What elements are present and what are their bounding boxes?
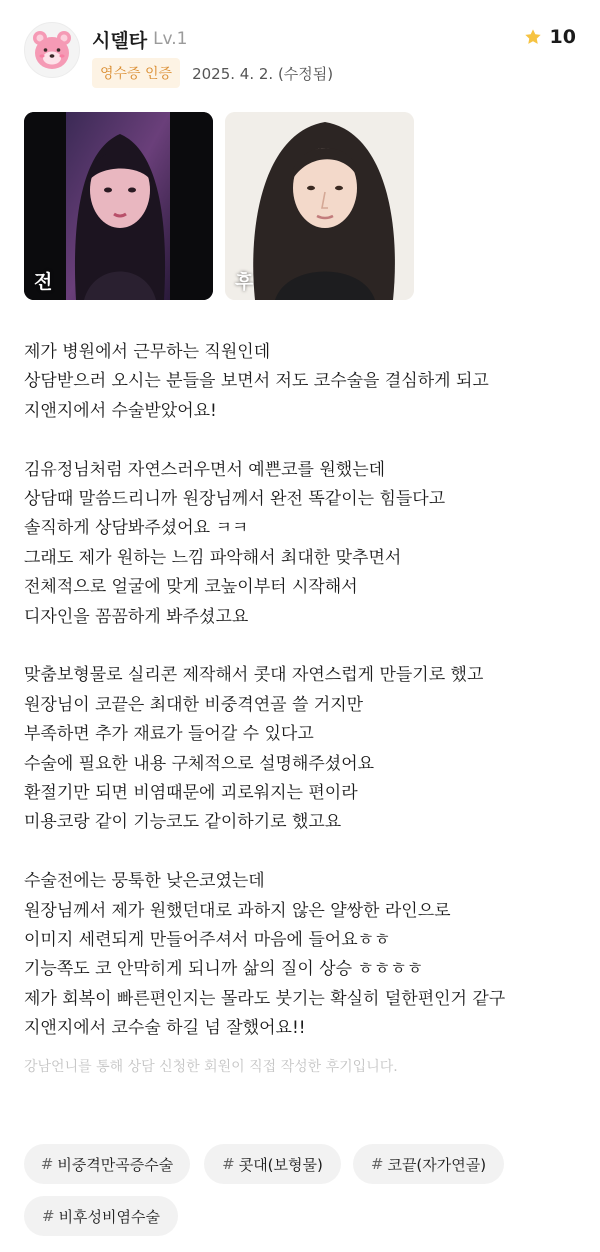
author-name-row: [92, 24, 188, 54]
review-line: 부족하면 추가 재료가 들어갈 수 있다고: [24, 724, 314, 745]
tag-chip[interactable]: [24, 1144, 190, 1184]
review-line: 맞춤보형물로 실리콘 제작해서 콧대 자연스럽게 만들기로 했고: [24, 665, 484, 686]
tag-label: 콧대(보형물): [238, 1155, 323, 1174]
after-photo[interactable]: [225, 112, 414, 300]
review-body: [24, 338, 580, 1073]
before-photo[interactable]: [24, 112, 213, 300]
review-paragraph: [24, 456, 580, 632]
review-paragraph: [24, 867, 580, 1043]
review-paragraph: [24, 661, 580, 837]
author-level: Lv.1: [153, 29, 188, 49]
review-line: 지앤지에서 수술받았어요!: [24, 400, 217, 421]
review-line: 원장님이 코끝은 최대한 비중격연골 쓸 거지만: [24, 694, 364, 715]
receipt-verified-badge: 영수증 인증: [92, 58, 180, 88]
tag-label: 비중격만곡증수술: [57, 1155, 174, 1174]
review-line: 기능쪽도 코 안막히게 되니까 삶의 질이 상승 ㅎㅎㅎㅎ: [24, 959, 424, 980]
review-notice: 강남언니를 통해 상담 신청한 회원이 직접 작성한 후기입니다.: [24, 1059, 398, 1075]
review-line: 솔직하게 상담봐주셨어요 ㅋㅋ: [24, 518, 249, 539]
review-line: 상담때 말씀드리니까 원장님께서 완전 똑같이는 힘들다고: [24, 489, 446, 510]
tag-label: 코끝(자가연골): [387, 1155, 487, 1174]
avatar[interactable]: [24, 22, 80, 78]
review-line: 지앤지에서 코수술 하길 넘 잘했어요!!: [24, 1018, 306, 1039]
review-line: 수술에 필요한 내용 구체적으로 설명해주셨어요: [24, 753, 375, 774]
tag-chip[interactable]: [204, 1144, 341, 1184]
hash-icon: #: [40, 1155, 54, 1173]
review-header: [24, 22, 576, 92]
before-after-photos: [24, 112, 414, 300]
review-line: 그래도 제가 원하는 느낌 파악해서 최대한 맞추면서: [24, 547, 402, 568]
rating: [524, 26, 576, 48]
review-paragraph: [24, 338, 580, 426]
review-date: 2025. 4. 2. (수정됨): [192, 64, 334, 83]
tag-chip[interactable]: [24, 1196, 178, 1236]
review-line: 이미지 세련되게 만들어주셔서 마음에 들어요ㅎㅎ: [24, 930, 391, 951]
hash-icon: #: [41, 1207, 55, 1225]
review-line: 전체적으로 얼굴에 맞게 코높이부터 시작해서: [24, 577, 358, 598]
after-label: 후: [235, 271, 254, 293]
star-icon: [524, 28, 542, 46]
review-line: 상담받으러 오시는 분들을 보면서 저도 코수술을 결심하게 되고: [24, 371, 489, 392]
review-line: 원장님께서 제가 원했던대로 과하지 않은 얄쌍한 라인으로: [24, 900, 451, 921]
tag-label: 비후성비염수술: [58, 1207, 160, 1226]
review-meta: [92, 58, 333, 88]
author-nickname[interactable]: 시델타: [92, 29, 148, 52]
hash-icon: #: [370, 1155, 384, 1173]
review-line: 환절기만 되면 비염때문에 괴로워지는 편이라: [24, 783, 358, 804]
tag-chip[interactable]: [353, 1144, 504, 1184]
review-line: 수술전에는 뭉툭한 낮은코였는데: [24, 871, 265, 892]
before-label: 전: [34, 271, 53, 293]
rating-value: 10: [549, 26, 576, 48]
review-line: 제가 병원에서 근무하는 직원인데: [24, 342, 271, 362]
bear-avatar-icon: [25, 23, 79, 77]
review-line: 미용코랑 같이 기능코도 같이하기로 했고요: [24, 812, 342, 833]
hash-icon: #: [222, 1155, 235, 1173]
review-line: 김유정님처럼 자연스러우면서 예쁜코를 원했는데: [24, 459, 386, 480]
review-line: 디자인을 꼼꼼하게 봐주셨고요: [24, 606, 249, 627]
review-line: 제가 회복이 빠른편인지는 몰라도 붓기는 확실히 덜한편인거 같구: [24, 988, 506, 1009]
